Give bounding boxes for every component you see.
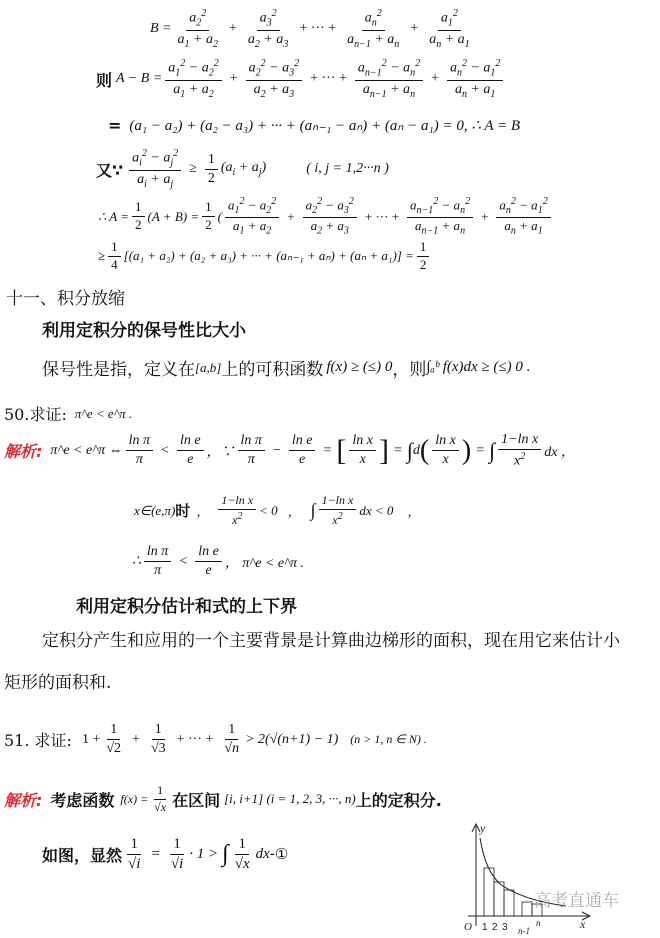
jiexi-label-50: 解析: bbox=[4, 442, 43, 462]
eq-last-geq: ≥ bbox=[98, 248, 106, 264]
p50-conclusion: ， π^e < e^π . bbox=[224, 555, 305, 571]
eq-lower-bound: ≥ $\frac{1}{4}$ [(a₁ + a₂) + (a₂ + a₃) + ··· + (aₙ₋₁ + aₙ) + (aₙ + a₁)] = $\frac{1}{2}$ bbox=[98, 240, 432, 273]
eq-ij-range: ( i, j = 1,2···n ) bbox=[306, 161, 389, 177]
sp-text-c: ，则 bbox=[392, 360, 427, 380]
p51-interval: [i, i+1] (i = 1, 2, 3, ···, n) bbox=[224, 791, 356, 807]
tick-1: 1 bbox=[482, 922, 488, 933]
p50-because: ，∵ bbox=[206, 444, 235, 460]
rect-n-1 bbox=[522, 902, 532, 916]
eq-amgm-step: 又∵ $\frac{a_i^2 - a_j^2}{a_i + a_j}$ ≥ $\frac{1}{2}$ $(a_i + a_j)$ ( i, j = 1,2···n ) bbox=[96, 148, 389, 190]
sign-preserving-definition bbox=[42, 355, 530, 380]
x-axis-label: x bbox=[580, 917, 586, 931]
p50-therefore: ∴ bbox=[132, 554, 141, 570]
p50-solution-line1: 解析: π^e < e^π ⇔ $\frac{\text{ln π}}{\pi}$ < $\frac{\text{ln e}}{e}$ ，∵ $\frac{\text{ln π}}{\pi}$ − $\frac{\text{ln e}}{e}$ = [ $\frac{\text{ln x}}{x}$ ] = ∫ d ( $\frac{\text{ln x}}{x}$ ) = ∫ $\frac{\text{1−ln x}}{x^2}$ dx ， bbox=[4, 432, 575, 469]
p50-shi: 时 bbox=[175, 502, 191, 521]
p51-ineq-mid: · 1 > bbox=[189, 846, 219, 863]
tick-3: 3 bbox=[502, 922, 508, 933]
eq-amb-lhs: A − B = bbox=[116, 71, 163, 87]
p50-solution-line3: ∴ $\frac{\text{ln π}}{\pi}$ < $\frac{\text{ln e}}{e}$ ， π^e < e^π . bbox=[132, 544, 305, 579]
tick-2: 2 bbox=[492, 922, 498, 933]
estimate-sum-text-2: 矩形的面积和. bbox=[4, 673, 112, 693]
problem-51-cond: (n > 1, n ∈ N) . bbox=[350, 732, 427, 747]
tick-n: n bbox=[536, 918, 541, 928]
p50-equiv: π^e < e^π ⇔ bbox=[50, 442, 123, 458]
eq-last-body: [(a₁ + a₂) + (a₂ + a₃) + ··· + (aₙ₋₁ + aₙ) + (aₙ + a₁)] = bbox=[123, 248, 414, 264]
sp-text-a: 保号性是指，定义在 bbox=[42, 360, 195, 380]
subsection-sign-preserving: 利用定积分的保号性比大小 bbox=[42, 321, 246, 341]
problem-51: 51. 求证: 1 + $\frac{1}{√2}$ + $\frac{1}{√3}$ + ··· + $\frac{1}{√n}$ > 2(√(n+1) − 1) (n > 1, n ∈ N) . bbox=[4, 722, 427, 757]
p50-cond-x: x∈(e,π) bbox=[134, 502, 176, 518]
sp-integral: ∫ₐᵇ f(x)dx ≥ (≤) 0 . bbox=[426, 359, 531, 375]
problem-51-label: 51. 求证: bbox=[4, 731, 72, 751]
p51-kaolv: 考虑函数 bbox=[50, 790, 115, 810]
problem-50-label: 50.求证: bbox=[4, 405, 67, 424]
watermark: 高考直通车 bbox=[534, 891, 619, 911]
p51-solution-line2: 如图，显然 $\frac{1}{√i}$ = $\frac{1}{√i}$ · 1 > ∫ $\frac{1}{√x}$ dx - ① bbox=[42, 836, 289, 873]
p50-comma: ， bbox=[287, 504, 301, 520]
eq-therefore-a: ∴ A = bbox=[98, 208, 130, 224]
eq-ze-label: 则 bbox=[96, 70, 113, 90]
p50-ineq: < bbox=[161, 442, 169, 458]
problem-50 bbox=[4, 402, 132, 425]
tick-n-1: n-1 bbox=[518, 926, 530, 936]
origin-label: O bbox=[464, 921, 472, 933]
p51-fx: f(x) = bbox=[120, 791, 149, 806]
eq-geq: ≥ bbox=[189, 161, 197, 177]
eq-a-half-sum: ∴ A = $\frac{1}{2}$ (A + B) = $\frac{1}{2}$ ( $\frac{a_1^2 - a_2^2}{a_1 + a_2}$ + $\frac{a_2^2 - a_3^2}{a_2 + a_3}$ + ··· + $\frac{a_{n-1}^2 - a_n^2}{a_{n-1} + a_n}$ + $\frac{a_n^2 - a_1^2}{a_n + a_1}$ bbox=[98, 196, 554, 238]
p50-lt0: < 0 bbox=[259, 502, 278, 518]
eq-sum-zero bbox=[108, 116, 520, 135]
jiexi-label-51: 解析: bbox=[4, 790, 43, 810]
eq-a-minus-b: 则 A − B = $\frac{a_1^2 - a_2^2}{a_1 + a_2}$ + $\frac{a_2^2 - a_3^2}{a_2 + a_3}$ + ··· + $\frac{a_{n-1}^2 - a_n^2}{a_{n-1} + a_n}$ + $\frac{a_n^2 - a_1^2}{a_n + a_1}$ bbox=[96, 58, 506, 100]
p51-zai: 在区间 bbox=[172, 790, 221, 810]
p50-int-lt0: dx < 0 bbox=[359, 502, 394, 518]
p51-circle-one: ① bbox=[274, 847, 289, 864]
integral-rectangles-graph bbox=[456, 818, 646, 938]
p51-shang: 上的定积分. bbox=[355, 790, 442, 810]
subsection-estimate-sum: 利用定积分估计和式的上下界 bbox=[76, 597, 297, 617]
eq-sum-zero-body: (a₁ − a₂) + (a₂ − a₃) + ··· + (aₙ₋₁ − aₙ) + (aₙ − a₁) = 0, ∴ A = B bbox=[129, 118, 521, 134]
rect-2 bbox=[494, 882, 504, 916]
p50-solution-line2: x∈(e,π) 时 ， $\frac{\text{1−ln x}}{x^2}$ < 0 ， ∫ $\frac{\text{1−ln x}}{x^2}$ dx < 0 ， bbox=[134, 493, 421, 527]
sp-text-b: 上的可积函数 bbox=[221, 360, 324, 380]
sp-interval: [a,b] bbox=[195, 359, 222, 375]
sp-fx: f(x) ≥ (≤) 0 bbox=[326, 359, 393, 375]
p51-solution-line1: 解析: 考虑函数 f(x) = $\frac{1}{√x}$ 在区间 [i, i+1] (i = 1, 2, 3, ···, n) 上的定积分. bbox=[4, 783, 442, 814]
eq-equals-sign: = bbox=[108, 116, 122, 135]
p51-rutu: 如图，显然 bbox=[42, 846, 123, 866]
y-axis-label: y bbox=[480, 821, 486, 835]
estimate-sum-text-1: 定积分产生和应用的一个主要背景是计算曲边梯形的面积，现在用它来估计小 bbox=[42, 631, 620, 651]
eq-b-definition: B = $\frac{a_2^2}{a_1 + a_2}$ + $\frac{a_3^2}{a_2 + a_3}$ + ··· + $\frac{a_n^2}{a_{n-1} + a_n}$ + $\frac{a_1^2}{a_n + a_1}$ bbox=[150, 8, 470, 50]
eq-b-lhs: B = bbox=[150, 21, 172, 37]
section-title-integral-scaling: 十一、积分放缩 bbox=[6, 289, 125, 309]
eq-you-label: 又∵ bbox=[96, 160, 124, 180]
problem-50-statement: π^e < e^π . bbox=[74, 405, 133, 421]
problem-51-rhs: > 2(√(n+1) − 1) bbox=[245, 731, 339, 747]
rect-3 bbox=[504, 890, 514, 916]
